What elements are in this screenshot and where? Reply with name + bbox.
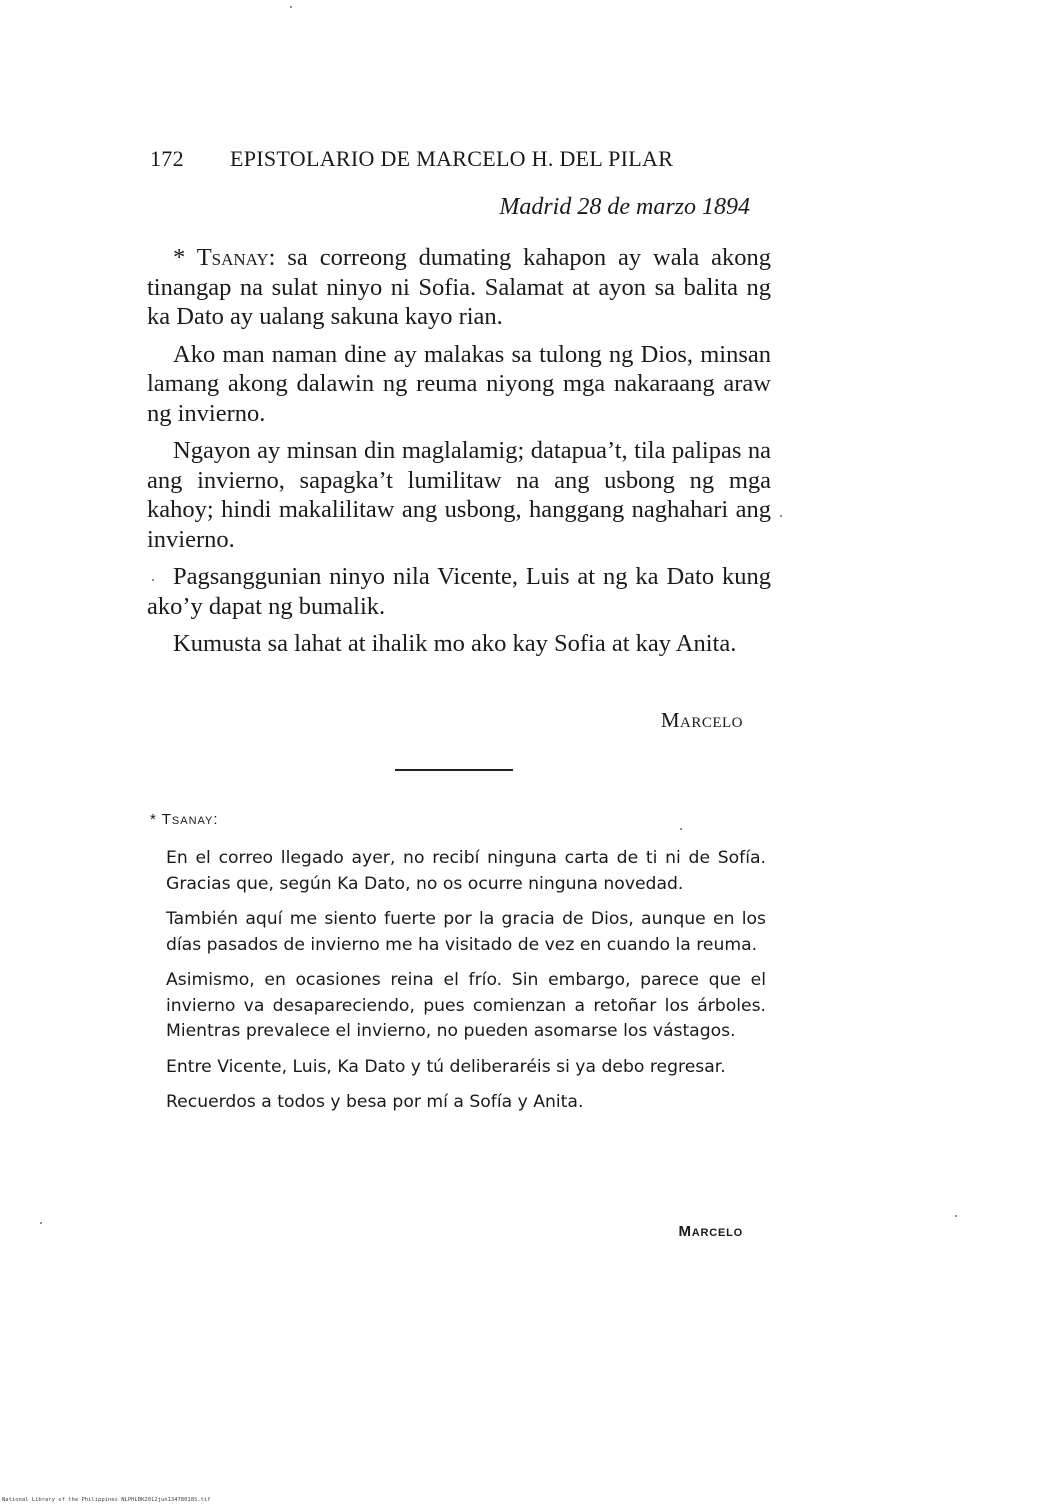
translation-paragraph: Asimismo, en ocasiones reina el frío. Sin embargo, parece que el invierno va desapareciendo, pues comienzan a retoñar los árboles. Mientras prevalece el invierno, no pueden asomarse los vástagos. xyxy=(166,970,766,1041)
scan-speck xyxy=(780,515,782,517)
translation-paragraph: Recuerdos a todos y besa por mí a Sofía y Anita. xyxy=(166,1092,584,1112)
scan-speck xyxy=(955,1215,957,1217)
scan-credit: National Library of the Philippines NLPHLBK2012jun13478018S.tif xyxy=(2,1497,211,1503)
footnote-separator xyxy=(395,769,513,771)
translation-paragraph: Entre Vicente, Luis, Ka Dato y tú deliberaréis si ya debo regresar. xyxy=(166,1056,726,1077)
translation-body xyxy=(166,846,766,1126)
page-header xyxy=(150,146,750,172)
scan-speck xyxy=(290,6,292,8)
letter-body xyxy=(147,243,771,667)
letter-dateline: Madrid 28 de marzo 1894 xyxy=(499,194,750,220)
running-title: EPISTOLARIO DE MARCELO H. DEL PILAR xyxy=(230,146,674,171)
scan-speck xyxy=(680,828,682,830)
page-number: 172 xyxy=(150,146,184,171)
letter-paragraph xyxy=(147,243,771,332)
letter-paragraph: Ako man naman dine ay malakas sa tulong ng Dios, minsan lamang akong dalawin ng reuma niyong mga nakaraang araw ng invierno. xyxy=(147,340,771,427)
letter-salutation: * Tsanay: xyxy=(173,244,276,271)
translation-signature: Marcelo xyxy=(678,1223,743,1240)
translation-paragraph: También aquí me siento fuerte por la gracia de Dios, aunque en los días pasados de invierno me ha visitado de vez en cuando la reuma. xyxy=(166,909,766,955)
letter-paragraph: Pagsanggunian ninyo nila Vicente, Luis at ng ka Dato kung ako’y dapat ng bumalik. xyxy=(147,563,771,620)
scan-speck xyxy=(152,579,154,581)
translation-paragraph: En el correo llegado ayer, no recibí ninguna carta de ti ni de Sofía. Gracias que, según Ka Dato, no os ocurre ninguna novedad. xyxy=(166,848,766,894)
letter-paragraph: Kumusta sa lahat at ihalik mo ako kay Sofia at kay Anita. xyxy=(173,630,737,657)
scan-speck xyxy=(40,1222,42,1224)
letter-signature: Marcelo xyxy=(660,708,743,732)
translation-label: * Tsanay: xyxy=(150,811,219,828)
letter-paragraph-text: sa correong dumating kahapon ay wala akong tinangap na sulat ninyo ni Sofia. Salamat at ayon sa balita ng ka Dato ay ualang sakuna kayo rian. xyxy=(147,244,772,330)
letter-paragraph: Ngayon ay minsan din maglalamig; datapua’t, tila palipas na ang invierno, sapagka’t lumilitaw na ang usbong ng mga kahoy; hindi makalilitaw ang usbong, hanggang naghahari ang invierno. xyxy=(147,437,771,553)
